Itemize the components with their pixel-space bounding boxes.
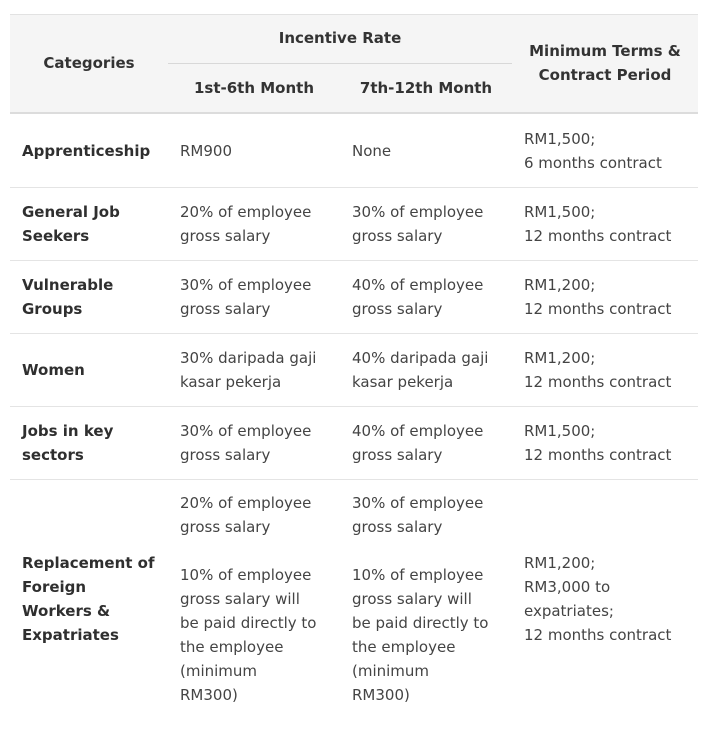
header-1st-6th-month: 1st-6th Month [193, 79, 315, 97]
category-cell [22, 273, 168, 321]
cell-text-line: (minimum [352, 662, 430, 680]
cell-text-line: 6 months contract [524, 154, 662, 172]
rate-7th-12th-cell [352, 273, 512, 321]
cell-text-line: RM1,500; [524, 422, 596, 440]
cell-text-line: RM1,500; [524, 130, 596, 148]
cell-text-line [352, 539, 512, 563]
cell-text-line: 12 months contract [524, 300, 672, 318]
rate-1st-6th-cell [180, 346, 340, 394]
row-divider [10, 260, 698, 261]
rate-7th-12th-cell [352, 346, 512, 394]
rate-1st-6th-cell [180, 139, 340, 163]
cell-text-line: 40% of employee [352, 276, 484, 294]
header-minimum-terms: Minimum Terms & Contract Period [529, 42, 681, 84]
cell-text-line: Apprenticeship [22, 142, 151, 160]
cell-text-line: RM1,200; [524, 349, 596, 367]
cell-text-line: gross salary [352, 300, 443, 318]
cell-text-line: 12 months contract [524, 373, 672, 391]
cell-text-line: kasar pekerja [180, 373, 282, 391]
cell-text-line: 40% of employee [352, 422, 484, 440]
cell-text-line: 20% of employee [180, 494, 312, 512]
cell-text-line: 30% of employee [180, 276, 312, 294]
cell-text-line: 40% daripada gaji [352, 349, 489, 367]
cell-text-line: sectors [22, 446, 84, 464]
cell-text-line: gross salary [180, 227, 271, 245]
cell-text-line: Expatriates [22, 626, 119, 644]
cell-text-line: gross salary will [180, 590, 300, 608]
rate-1st-6th-cell [180, 273, 340, 321]
terms-cell [524, 551, 698, 647]
cell-text-line: RM300) [352, 686, 410, 704]
cell-text-line: RM1,200; [524, 276, 596, 294]
terms-cell [524, 419, 698, 467]
cell-text-line: Workers & [22, 602, 111, 620]
rate-7th-12th-cell [352, 491, 512, 707]
cell-text-line: kasar pekerja [352, 373, 454, 391]
cell-text-line: Foreign [22, 578, 87, 596]
header-categories: Categories [43, 54, 135, 72]
terms-cell [524, 200, 698, 248]
cell-text-line: Replacement of [22, 554, 155, 572]
cell-text-line: 20% of employee [180, 203, 312, 221]
cell-text-line: RM900 [180, 142, 232, 160]
cell-text-line: (minimum [180, 662, 258, 680]
cell-text-line: 30% daripada gaji [180, 349, 317, 367]
row-divider [10, 406, 698, 407]
cell-text-line: 10% of employee [180, 566, 312, 584]
cell-text-line: Jobs in key [22, 422, 114, 440]
row-divider [10, 333, 698, 334]
cell-text-line: Seekers [22, 227, 90, 245]
header-sub-divider [168, 63, 512, 64]
cell-text-line: RM300) [180, 686, 238, 704]
cell-text-line: be paid directly to [180, 614, 317, 632]
cell-text-line: the employee [352, 638, 456, 656]
cell-text-line: 30% of employee [352, 494, 484, 512]
cell-text-line: gross salary [180, 300, 271, 318]
cell-text-line: 12 months contract [524, 227, 672, 245]
cell-text-line: 10% of employee [352, 566, 484, 584]
cell-text-line: gross salary [352, 518, 443, 536]
cell-text-line: General Job [22, 203, 120, 221]
cell-text-line: RM3,000 to [524, 578, 611, 596]
header-incentive-rate: Incentive Rate [278, 29, 402, 47]
cell-text-line: 30% of employee [352, 203, 484, 221]
rate-1st-6th-cell [180, 419, 340, 467]
category-cell [22, 419, 168, 467]
cell-text-line: Groups [22, 300, 83, 318]
rate-7th-12th-cell [352, 419, 512, 467]
cell-text-line: gross salary [352, 227, 443, 245]
cell-text-line: gross salary [352, 446, 443, 464]
row-divider [10, 187, 698, 188]
rate-1st-6th-cell [180, 491, 340, 707]
cell-text-line: 30% of employee [180, 422, 312, 440]
terms-cell [524, 273, 698, 321]
cell-text-line: Women [22, 361, 85, 379]
terms-cell [524, 127, 698, 175]
category-cell [22, 358, 168, 382]
cell-text-line [180, 539, 340, 563]
cell-text-line: gross salary will [352, 590, 472, 608]
terms-cell [524, 346, 698, 394]
cell-text-line: be paid directly to [352, 614, 489, 632]
cell-text-line: 12 months contract [524, 626, 672, 644]
cell-text-line: the employee [180, 638, 284, 656]
cell-text-line: gross salary [180, 446, 271, 464]
cell-text-line: Vulnerable [22, 276, 114, 294]
cell-text-line: RM1,500; [524, 203, 596, 221]
cell-text-line: gross salary [180, 518, 271, 536]
header-7th-12th-month: 7th-12th Month [359, 79, 493, 97]
rate-7th-12th-cell [352, 200, 512, 248]
category-cell [22, 139, 168, 163]
rate-7th-12th-cell [352, 139, 512, 163]
cell-text-line: None [352, 142, 392, 160]
row-divider [10, 479, 698, 480]
cell-text-line: expatriates; [524, 602, 614, 620]
category-cell [22, 551, 168, 647]
cell-text-line: 12 months contract [524, 446, 672, 464]
rate-1st-6th-cell [180, 200, 340, 248]
cell-text-line: RM1,200; [524, 554, 596, 572]
category-cell [22, 200, 168, 248]
